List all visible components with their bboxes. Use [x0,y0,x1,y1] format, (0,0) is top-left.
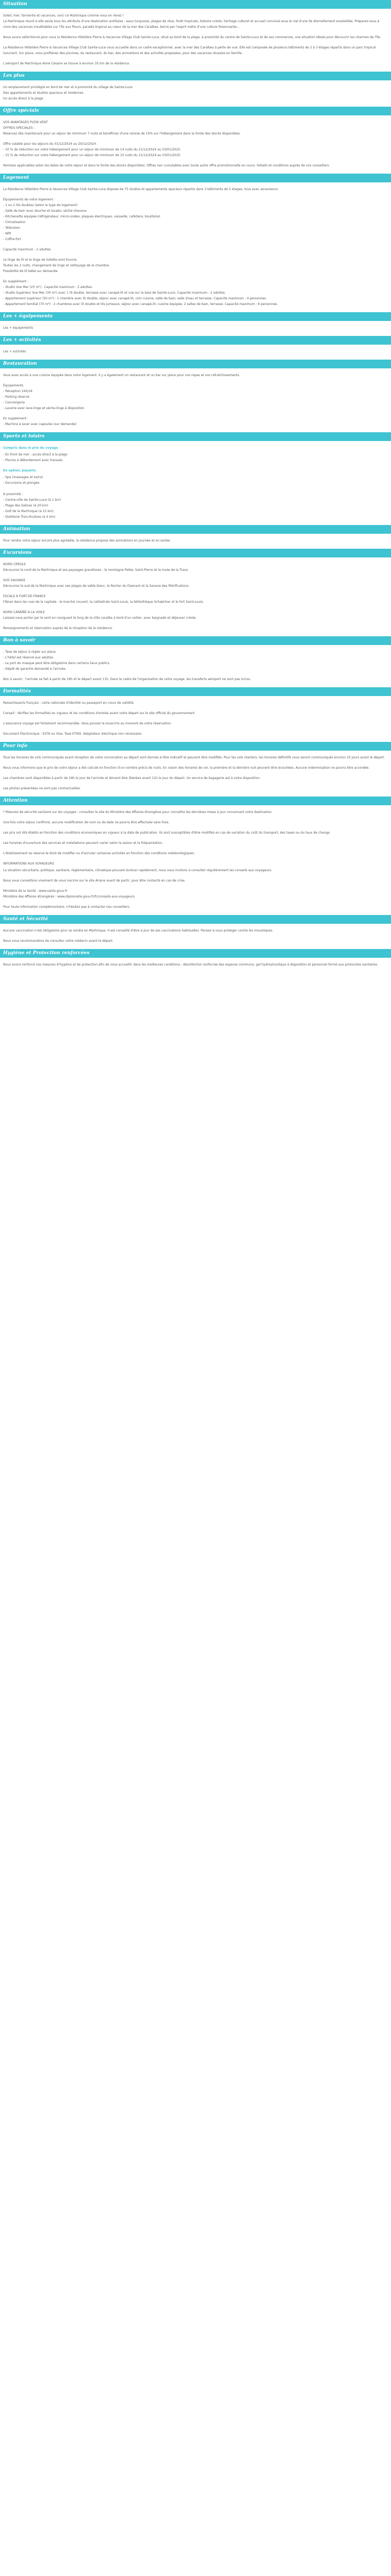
section-attention [0,809,391,856]
section-animation [0,538,391,544]
paragraph: NORD CRÉOLE Découvrez le nord de la Martinique et ses paysages grandioses : la montagne Pelée, Saint-Pierre et la route de la Trace. [3,563,189,572]
section-title-pour-info: Pour info [0,742,391,751]
paragraph: Ressortissants français : carte nationale d'identité ou passeport en cours de validité. [3,701,135,705]
paragraph: SUD SAUVAGE Découvrez le sud de la Martinique avec ses plages de sable blanc, le Rocher du Diamant et la Savane des Pétrifications. [3,579,190,588]
section-restauration [0,372,391,427]
section-pour-info [0,755,391,791]
paragraph: Un emplacement privilégié en bord de mer et à proximité du village de Sainte-Luce Des appartements et studios spacieux et modernes Un accès direct à la plage [3,86,133,100]
section-title-bon-a-savoir: Bon à savoir [0,636,391,645]
section-title-logement: Logement [0,174,391,182]
paragraph: Bon à savoir : l'arrivée se fait à partir de 16h et le départ avant 11h. Dans le cadre de l'organisation de votre voyage, les transferts aéroport ne sont pas inclus. [3,677,251,681]
paragraph: L'aéroport de Martinique Aimé Césaire se trouve à environ 35 km de la résidence. [3,62,130,65]
section-title-animation: Animation [0,525,391,534]
paragraph: NORD CARAÏBE À LA VOILE Laissez-vous porter par le vent en naviguant le long de la côte caraïbe à bord d'un voilier, avec baignade et déjeuner créole. [3,611,197,620]
section-sports [0,445,391,520]
paragraph: La situation sécuritaire, politique, sanitaire, réglementaire, climatique pouvant évoluer rapidement, nous vous invitons à consulter régulièrement les conseils aux voyageurs. [3,869,272,872]
section-les-plus [0,84,391,101]
paragraph: Conseil : Vérifiez les formalités en vigueur et les conditions d'entrée avant votre départ sur le site officiel du gouvernement. [3,711,196,715]
section-equipements [0,325,391,331]
paragraph: Les horaires d'ouverture des services et installations peuvent varier selon la saison et la fréquentation. [3,841,164,845]
section-title-offre: Offre spéciale [0,107,391,115]
paragraph: Nous vous informons que le prix de votre séjour a été calculé en fonction d'un nombre précis de nuits. En raison des horaires de vol, la première et la dernière nuit peuvent être écourtées. Aucune indemnisation ne pourra être accordée. [3,766,370,770]
paragraph: ESCALE À FORT-DE-FRANCE Flânez dans les rues de la capitale : le marché couvert, la cathédrale Saint-Louis, la bibliothèque Schœlcher et le fort Saint-Louis. [3,595,204,604]
paragraph: Équipements - Réception 24h/24 - Parking réservé - Conciergerie - Laverie avec lave-linge et sèche-linge à disposition [3,384,85,410]
paragraph: Soleil, mer, farniente et vacances, voici ce Martinique comme vous en rêvez ! La Martinique réunit à elle seule tous les attributs d'une destination antillaise : eaux turquoise, plages de rêve, forêt tropicale, histoire créole, héritage culturel et accueil convivial sous le ciel d'une île éternellement ensoleillée. Préparez-vous à vivre des vacances inoubliables sur l'île aux fleurs, paradis tropical au coeur de la mer des Caraïbes, bercé par l'esprit métis d'une culture foisonnante... [3,14,380,29]
paragraph: L'assurance voyage est fortement recommandée. Vous pouvez la souscrire au moment de votre réservation. [3,722,172,725]
section-title-formalites: Formalités [0,687,391,696]
paragraph: Remises applicables selon les dates de votre séjour et dans la limite des stocks disponibles. Offres non cumulables avec toute autre offre promotionnelle en cours. Détails et conditions auprès de nos conseillers. [3,164,330,167]
paragraph: - En front de mer : accès direct à la plage - Piscine à débordement avec transats [3,453,68,462]
section-title-restauration: Restauration [0,360,391,368]
paragraph: Aucune vaccination n'est obligatoire pour se rendre en Martinique. Il est conseillé d'être à jour de ses vaccinations habituelles. Pensez à vous protéger contre les moustiques. [3,929,273,933]
paragraph: - Spa (massages et soins) - Excursions et plongée À proximité : - Centre-ville de Sainte-Luce (à 1 km) - Plage des Salines (à 20 km) - Golf de la Martinique (à 15 km) - Distillerie Trois-Rivières (à 4 km) [3,476,61,519]
paragraph: La Résidence Hôtelière Pierre & Vacances Village Club Sainte-Luce dispose de 75 studios et appartements spacieux répartis dans 3 bâtiments de 2 étages, tous avec ascenseurs. [3,188,279,191]
section-title-excursions: Excursions [0,549,391,557]
paragraph: Nous avons renforcé nos mesures d'hygiène et de protection afin de vous accueillir dans les meilleures conditions : désinfection renforcée des espaces communs, gel hydroalcoolique à disposition et personnel formé aux protocoles sanitaires. [3,963,379,967]
paragraph: Les + équipements [3,326,34,330]
section-situation [0,13,391,66]
paragraph: Une fois votre séjour confirmé, aucune modification de nom ou de date ne pourra être effectuée sans frais. [3,821,170,824]
paragraph: Vous avez accès à une cuisine équipée dans votre logement. Il y a également un restaurant et un bar sur place pour vos repas et vos rafraîchissements. [3,374,240,377]
section-logement [0,187,391,307]
section-title-hygiene: Hygiène et Protection renforcées [0,949,391,958]
paragraph: Nous vous conseillons vivement de vous inscrire sur le site Ariane avant de partir, pour être contacté en cas de crise. [3,879,186,883]
paragraph: Document Électronique : ESTA ou Visa, Taxe ETIAS. Adaptateur électrique non nécessaire. [3,732,142,736]
paragraph: Les prix ont été établis en fonction des conditions économiques en vigueur à la date de publication. Ils sont susceptibles d'être modifiés en cas de variation du coût du transport, des taxes ou du taux de change. [3,831,331,835]
section-title-les-plus: Les plus [0,72,391,80]
section-formalites [0,700,391,737]
page [0,0,391,968]
section-title-activites: Les + activités [0,336,391,345]
paragraph: Le linge de lit et le linge de toilette sont fournis. Toutes les 2 nuits, changement de linge et nettoyage de la chambre. Possibilité de lit bébé sur demande. [3,258,110,273]
paragraph: * Mesures de sécurité sanitaire sur les voyages : consultez le site du Ministère des Affaires étrangères pour connaître les dernières mises à jour concernant votre destination. [3,810,273,814]
section-title-sports: Sports et loisirs [0,432,391,441]
subheading-informations: INFORMATIONS AUX VOYAGEURS [3,862,54,866]
section-informations [0,861,391,910]
paragraph: Nous avons sélectionné pour vous la Résidence Hôtelière Pierre & Vacances Village Club Sainte-Luce, situé au bord de la plage, à proximité du centre de Sainte-Luce et de ses commerces, une situation idéale pour découvrir les charmes de l'île. [3,36,381,39]
section-title-situation: Situation [0,0,391,9]
section-sante [0,928,391,944]
section-activites [0,349,391,354]
paragraph: Tous les horaires de vols communiqués avant réception de votre convocation au départ sont donnés à titre indicatif et peuvent être modifiés. Pour les vols charters, les horaires définitifs vous seront communiqués environ 10 jours avant le départ. [3,756,385,759]
paragraph: La Résidence Hôtelière Pierre & Vacances Village Club Sainte-Luce vous accueille dans un cadre exceptionnel, avec la mer des Caraïbes à perte de vue. Elle est composée de plusieurs bâtiments de 2 à 3 étages répartis dans un parc tropical luxuriant. Sur place, vous profiterez des piscines, du restaurant, du bar, des animations et des activités proposées, pour des vacances réussies en famille. [3,46,376,55]
paragraph: Nous vous recommandons de consulter votre médecin avant le départ. [3,939,113,943]
section-bon-a-savoir [0,649,391,682]
paragraph: En supplément : - Studio Vue Mer (25 m²) : Capacité maximum : 2 adultes. - Studio Supérieur Vue Mer (30 m²) avec 1 lit double, terrasse avec canapé-lit et vue sur la baie de Sainte-Luce. Capacité maximum : 2 adultes. - Appartement supérieur (50 m²) : 1 chambre avec lit double, séjour avec canapé-lit, coin cuisine, salle de bain, salle d'eau et terrasse. Capacité maximum : 4 personnes. - Appartement familial (70 m²) : 2 chambres avec lit double et lits jumeaux, séjour avec canapé-lit, cuisine équipée, 2 salles de bain, terrasse. Capacité maximum : 6 personnes. [3,280,278,306]
paragraph: Les + activités [3,350,26,353]
paragraph: Équipements de votre logement : - 1 ou 2 lits doubles (selon le type de logement) - Salle de bain avec douche et lavabo, sèche-cheveux - Kitchenette équipée (réfrigérateur, micro-ondes, plaques électriques, vaisselle, cafetière, bouilloire) - Climatisation - Télévision - Wifi - Coffre-fort [3,198,160,241]
paragraph: L'établissement se réserve le droit de modifier ou d'annuler certaines activités en fonction des conditions météorologiques. [3,852,195,855]
paragraph: Ministère de la Santé : www.sante.gouv.fr Ministère des Affaires étrangères : www.diplomatie.gouv.fr/fr/conseils-aux-voyageurs [3,889,135,899]
paragraph: Renseignements et réservation auprès de la réception de la résidence. [3,626,113,630]
section-title-sante: Santé et Sécurité [0,915,391,924]
section-excursions [0,562,391,631]
section-title-equipements: Les + équipements [0,312,391,321]
paragraph: - Taxe de séjour à régler sur place. - L'hôtel est réservé aux adultes. - Le port du masque peut être obligatoire dans certains lieux publics. - Dépôt de garantie demandé à l'arrivée. [3,650,110,671]
section-offre [0,120,391,168]
paragraph: Les chambres sont disponibles à partir de 16h le jour de l'arrivée et doivent être libérées avant 11h le jour du départ. Un service de bagagerie est à votre disposition. [3,776,261,780]
subheading-compris: Compris dans le prix du voyage [3,446,58,450]
paragraph: Offre valable pour les séjours du 01/12/2024 au 20/12/2024 : - 10 % de réduction sur votre hébergement pour un séjour de minimum de 14 nuits du 21/12/2024 au 03/01/2025. - 15 % de réduction sur votre hébergement pour un séjour de minimum de 10 nuits du 21/12/2024 au 03/01/2025. [3,142,182,157]
section-title-attention: Attention [0,796,391,805]
paragraph: Pour toute information complémentaire, n'hésitez pas à contacter nos conseillers. [3,905,131,909]
paragraph: Pour rendre votre séjour encore plus agréable, la résidence propose des animations en journée et en soirée. [3,539,171,543]
paragraph: En supplément : - Machine à laver avec capsules (sur demande) [3,417,77,426]
paragraph: Capacité maximum : 2 adultes. [3,248,52,251]
subheading-option: En option, payants [3,469,36,472]
paragraph: Les photos présentées ne sont pas contractuelles. [3,787,81,790]
paragraph: VOS AVANTAGES PLEIN VENT OFFRES SPECIALES : Réservez dès maintenant pour un séjour de minimum 7 nuits et bénéficiez d'une remise de 10% sur l'hébergement dans la limite des stocks disponibles. [3,121,241,135]
section-hygiene [0,962,391,968]
